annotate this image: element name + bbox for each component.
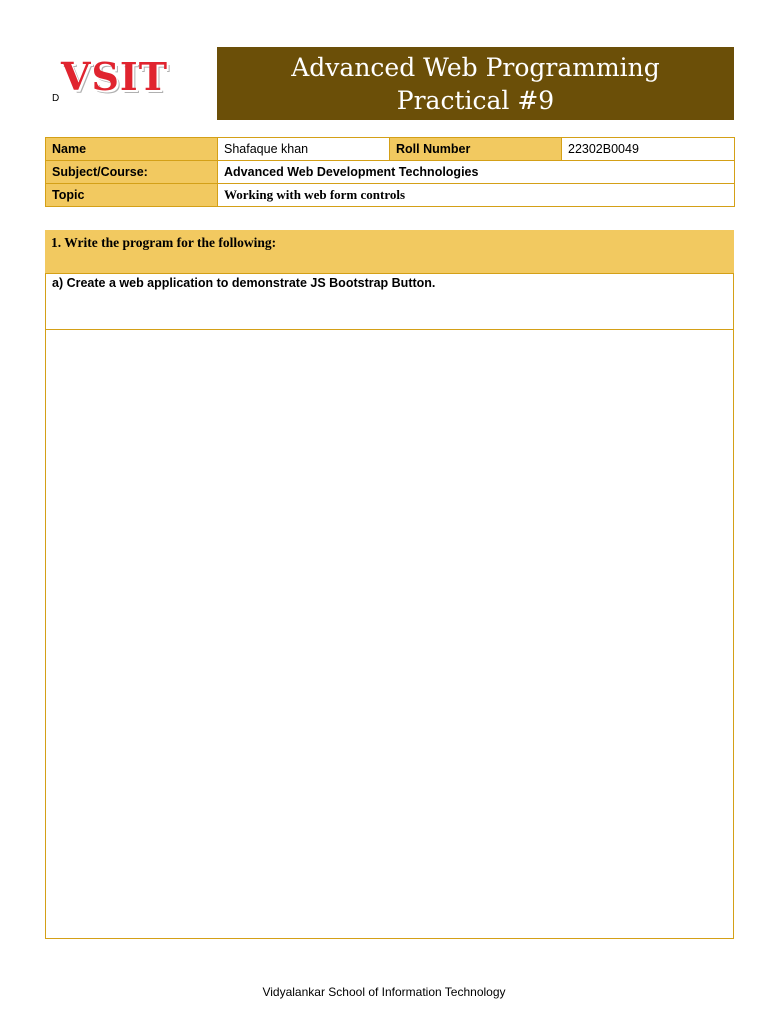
question-header: 1. Write the program for the following: [45,230,734,274]
title-line-1: Advanced Web Programming [291,53,660,82]
logo-text: VSIT [61,54,168,99]
name-label: Name [46,138,218,161]
question-subpart: a) Create a web application to demonstrate JS Bootstrap Button. [45,273,734,330]
info-row-topic [46,184,735,207]
vsit-logo [52,54,202,108]
topic-value: Working with web form controls [218,184,735,207]
logo-prefix: D [52,93,60,104]
page-footer: Vidyalankar School of Information Technology [262,985,506,999]
info-row-name [46,138,735,161]
subject-value: Advanced Web Development Technologies [218,161,735,184]
answer-box [45,329,734,939]
title-line-2: Practical #9 [396,86,555,115]
title-banner [217,47,734,120]
roll-number-label: Roll Number [390,138,562,161]
topic-label: Topic [46,184,218,207]
info-row-subject [46,161,735,184]
roll-number-value: 22302B0049 [562,138,735,161]
subject-label: Subject/Course: [46,161,218,184]
student-info-table [45,137,735,207]
name-value: Shafaque khan [218,138,390,161]
